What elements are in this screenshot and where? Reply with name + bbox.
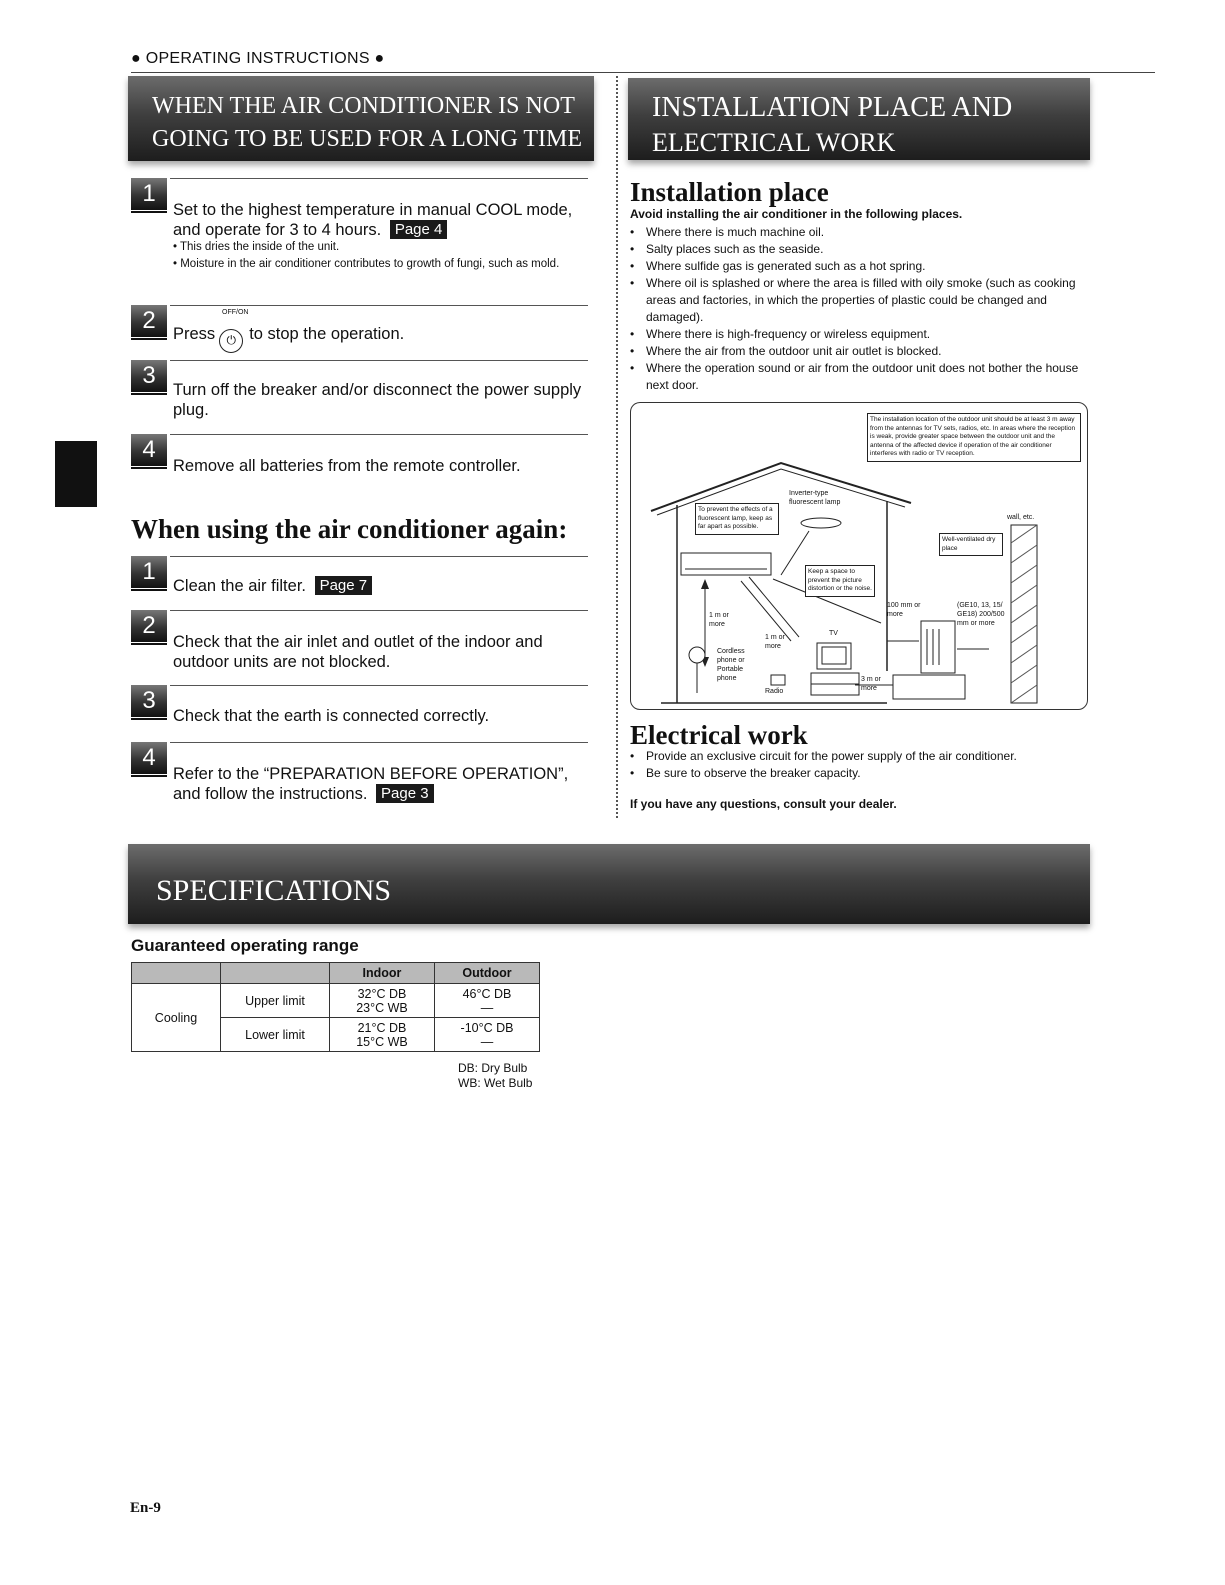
step-text <box>173 764 591 804</box>
antenna-distance-note: The installation location of the outdoor unit should be at least 3 m away from the antennas for TV sets, radios, etc. In areas where the reception is weak, provide greater space between the outdoor unit and the antenna of the affected device if operation of the air conditioner interferes with radio or TV reception. <box>867 413 1081 462</box>
installation-diagram <box>630 402 1088 710</box>
power-button-icon: ⏻ <box>219 329 243 353</box>
step-instruction-post: to stop the operation. <box>249 325 405 343</box>
wet-bulb-legend: WB: Wet Bulb <box>458 1076 533 1090</box>
again-heading: When using the air conditioner again: <box>131 514 568 544</box>
specifications-banner <box>128 844 1090 924</box>
operating-range-table <box>131 962 540 1052</box>
installation-place-heading: Installation place <box>630 177 829 207</box>
header-rule <box>131 72 1155 73</box>
step-number: 3 <box>131 685 167 717</box>
table-header-cell <box>132 963 221 984</box>
model-spacing-label: (GE10, 13, 15/ GE18) 200/500 mm or more <box>957 602 1005 627</box>
step-rule <box>170 556 588 557</box>
distance-1m-label: 1 m or more <box>709 612 729 628</box>
dry-bulb-legend: DB: Dry Bulb <box>458 1061 528 1075</box>
step-instruction: Remove all batteries from the remote controller. <box>173 457 521 475</box>
upper-indoor-cell <box>330 984 435 1018</box>
step-instruction-pre: Press <box>173 325 216 343</box>
upper-indoor-wb: 23°C WB <box>356 1000 408 1015</box>
running-header: ● OPERATING INSTRUCTIONS ● <box>131 50 385 67</box>
lower-limit-cell: Lower limit <box>221 1018 330 1052</box>
space-note: Keep a space to prevent the picture distortion or the noise. <box>805 565 875 597</box>
step-number: 2 <box>131 305 167 337</box>
operating-range-heading: Guaranteed operating range <box>131 936 359 955</box>
page-number: En-9 <box>130 1500 161 1516</box>
bulb-legend <box>458 1061 532 1091</box>
long-time-title-line2: GOING TO BE USED FOR A LONG TIME <box>152 126 583 152</box>
electrical-work-heading: Electrical work <box>630 720 808 750</box>
step-number: 1 <box>131 556 167 588</box>
step-instruction: Clean the air filter. <box>173 577 306 595</box>
wall-label: wall, etc. <box>1007 514 1035 521</box>
cordless-phone-label: Cordless phone or Portable phone <box>717 648 745 682</box>
well-ventilated-note: Well-ventilated dry place <box>939 533 1003 556</box>
long-time-title-line1: WHEN THE AIR CONDITIONER IS NOT <box>152 93 575 119</box>
step-rule <box>170 610 588 611</box>
page-reference-badge: Page 7 <box>315 576 373 595</box>
step-text <box>173 576 591 596</box>
cooling-cell: Cooling <box>132 984 221 1052</box>
off-on-button-caption: OFF/ON <box>222 309 249 316</box>
step-instruction: Check that the earth is connected correctly. <box>173 707 490 725</box>
fluorescent-lamp-note: To prevent the effects of a fluorescent lamp, keep as far apart as possible. <box>695 503 779 535</box>
distance-3m-label: 3 m or more <box>861 676 881 692</box>
table-header-cell <box>221 963 330 984</box>
installation-title-line2: ELECTRICAL WORK <box>652 128 896 157</box>
upper-outdoor-db: 46°C DB <box>462 986 512 1001</box>
lower-outdoor-db: -10°C DB <box>460 1020 514 1035</box>
step-instruction: Set to the highest temperature in manual COOL mode, and operate for 3 to 4 hours. <box>173 201 573 239</box>
page-reference-badge: Page 3 <box>376 784 434 803</box>
step-number: 3 <box>131 360 167 392</box>
avoid-heading: Avoid installing the air conditioner in the following places. <box>630 207 963 221</box>
step-rule <box>170 685 588 686</box>
step-rule <box>170 434 588 435</box>
step-text <box>173 200 591 240</box>
radio-label: Radio <box>765 688 784 695</box>
specifications-title: SPECIFICATIONS <box>156 874 392 907</box>
inverter-lamp-label: Inverter-type fluorescent lamp <box>789 490 841 506</box>
outdoor-header: Outdoor <box>435 963 540 984</box>
distance-1m-label: 1 m or more <box>765 634 785 650</box>
dealer-note: If you have any questions, consult your dealer. <box>630 797 897 811</box>
step-instruction: Refer to the “PREPARATION BEFORE OPERATION”, and follow the instructions. <box>173 765 569 803</box>
step-number: 1 <box>131 178 167 210</box>
step-number: 2 <box>131 610 167 642</box>
indoor-header: Indoor <box>330 963 435 984</box>
upper-indoor-db: 32°C DB <box>357 986 407 1001</box>
step-rule <box>170 305 588 306</box>
step-number: 4 <box>131 434 167 466</box>
upper-outdoor-cell <box>435 984 540 1018</box>
lower-outdoor-wb: — <box>480 1034 494 1049</box>
step-rule <box>170 742 588 743</box>
table-header-row <box>132 963 540 984</box>
section-tab-marker <box>55 441 97 507</box>
distance-100mm-label: 100 mm or more <box>887 602 921 618</box>
upper-limit-cell: Upper limit <box>221 984 330 1018</box>
step-text <box>173 324 591 353</box>
step-rule <box>170 178 588 179</box>
installation-banner <box>628 78 1090 160</box>
lower-indoor-cell <box>330 1018 435 1052</box>
step-instruction: Turn off the breaker and/or disconnect the power supply plug. <box>173 381 582 419</box>
page-reference-badge: Page 4 <box>390 220 448 239</box>
installation-title-line1: INSTALLATION PLACE AND <box>652 92 1013 123</box>
tv-label: TV <box>829 630 838 637</box>
step-note: • Moisture in the air conditioner contributes to growth of fungi, such as mold. <box>173 258 560 270</box>
step-note: • This dries the inside of the unit. <box>173 241 340 253</box>
column-divider <box>616 76 618 818</box>
step-rule <box>170 360 588 361</box>
lower-outdoor-cell <box>435 1018 540 1052</box>
upper-outdoor-wb: — <box>480 1000 494 1015</box>
step-number: 4 <box>131 742 167 774</box>
table-row <box>132 984 540 1018</box>
long-time-banner <box>128 76 594 161</box>
step-instruction: Check that the air inlet and outlet of the indoor and outdoor units are not blocked. <box>173 633 543 671</box>
lower-indoor-wb: 15°C WB <box>356 1034 408 1049</box>
lower-indoor-db: 21°C DB <box>357 1020 407 1035</box>
